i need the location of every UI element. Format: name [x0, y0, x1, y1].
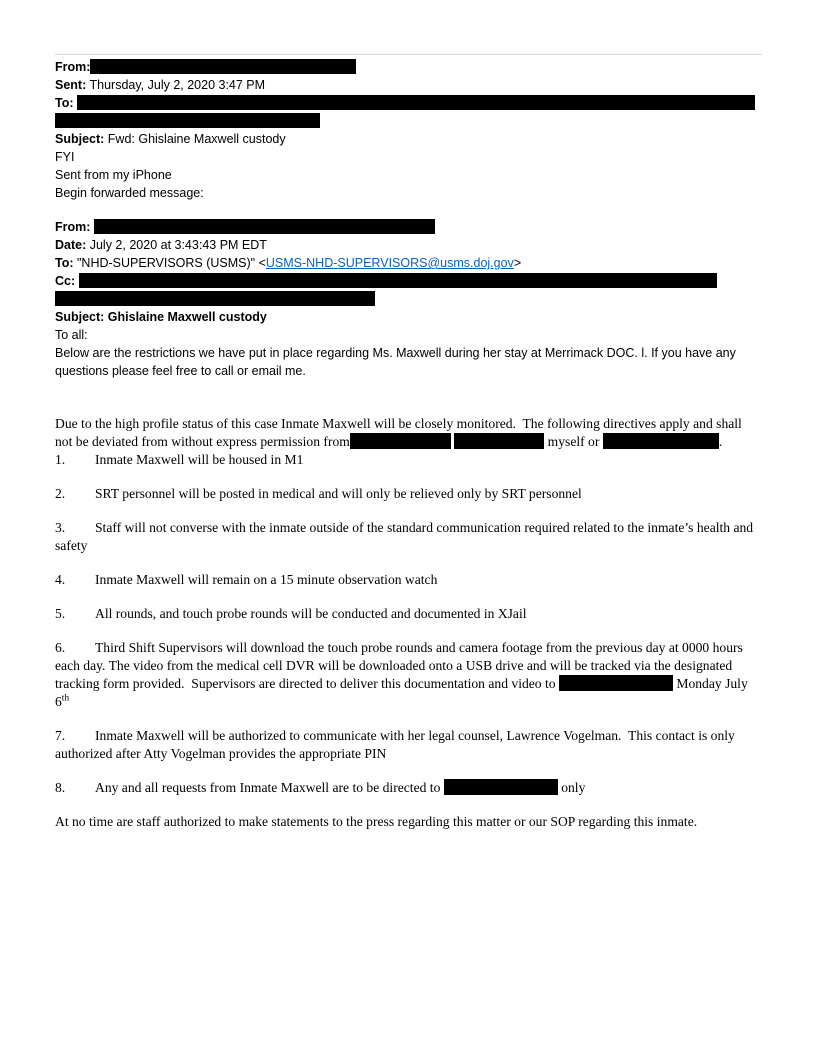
fwd-cc-line	[55, 272, 762, 290]
from-line	[55, 58, 762, 76]
redaction-bar	[79, 273, 717, 288]
field-label: To:	[55, 256, 77, 270]
closing-paragraph: At no time are staff authorized to make statements to the press regarding this matter or our SOP regarding this inmate.	[55, 814, 698, 829]
redaction-bar	[454, 433, 544, 449]
directive-number: 4.	[55, 572, 66, 587]
directives-section	[55, 415, 762, 831]
directive-item-5: 5. All rounds, and touch probe rounds will be conducted and documented in XJail	[55, 606, 527, 621]
directive-item-3: 3. Staff will not converse with the inmate outside of the standard communication required related to the inmate’s health and safety	[55, 520, 757, 553]
email-link[interactable]: USMS-NHD-SUPERVISORS@usms.doj.gov	[265, 256, 514, 270]
to-line	[55, 94, 762, 112]
directive-item-6: 6. Third Shift Supervisors will download the touch probe rounds and camera footage from the previous day at 0000 hours each day. The video from the medical cell DVR will be downloaded onto a USB drive and will be tracked via the designated tracking form provided. Supervisors are directed to deliver this documentation and video to Monday July 6th	[55, 640, 752, 709]
redaction-bar	[603, 433, 719, 449]
directives-intro-paragraph: Due to the high profile status of this case Inmate Maxwell will be closely monitored. The following directives apply and shall not be deviated from without express permission from myself or .	[55, 416, 746, 449]
ordinal-superscript: th	[61, 693, 70, 704]
intro-paragraph: Below are the restrictions we have put in place regarding Ms. Maxwell during her stay at Merrimack DOC. l. If you have any questions please feel free to call or email me.	[55, 346, 740, 378]
redaction-bar	[55, 113, 320, 128]
field-label: Date:	[55, 238, 90, 252]
redaction-bar	[77, 95, 755, 110]
directive-number: 8.	[55, 780, 66, 795]
forwarded-email-header	[55, 218, 762, 326]
begin-forwarded-text: Begin forwarded message:	[55, 186, 204, 200]
redaction-bar	[350, 433, 451, 449]
fwd-cc-line-2	[55, 290, 762, 308]
directive-item-1: 1. Inmate Maxwell will be housed in M1	[55, 452, 304, 467]
fyi-text: FYI	[55, 150, 75, 164]
directive-item-8: 8. Any and all requests from Inmate Maxwell are to be directed to only	[55, 780, 586, 795]
subject-line: Subject: Fwd: Ghislaine Maxwell custody	[55, 132, 286, 146]
directive-number: 3.	[55, 520, 66, 535]
field-label: From:	[55, 220, 94, 234]
field-label: Subject:	[55, 132, 105, 146]
fwd-subject-line	[55, 308, 762, 326]
to-line-2	[55, 112, 762, 130]
directive-number: 7.	[55, 728, 66, 743]
directive-number: 6.	[55, 640, 66, 655]
directives-list	[55, 451, 762, 797]
field-label: Sent:	[55, 78, 87, 92]
directive-item-4: 4. Inmate Maxwell will remain on a 15 minute observation watch	[55, 572, 438, 587]
directive-item-7: 7. Inmate Maxwell will be authorized to communicate with her legal counsel, Lawrence Vogelman. This contact is only authorized after Atty Vogelman provides the appropriate PIN	[55, 728, 739, 761]
field-label: Subject: Ghislaine Maxwell custody	[55, 310, 267, 324]
fwd-from-line	[55, 218, 762, 236]
field-label: Cc:	[55, 274, 79, 288]
sent-line: Sent: Thursday, July 2, 2020 3:47 PM	[55, 78, 266, 92]
email-header	[55, 55, 762, 148]
redaction-bar	[559, 675, 673, 691]
directive-item-2: 2. SRT personnel will be posted in medical and will only be relieved only by SRT personnel	[55, 486, 582, 501]
fwd-date-line: Date: July 2, 2020 at 3:43:43 PM EDT	[55, 238, 267, 252]
directive-number: 1.	[55, 452, 66, 467]
iphone-signature: Sent from my iPhone	[55, 168, 172, 182]
fwd-to-line: To: "NHD-SUPERVISORS (USMS)" <USMS-NHD-SUPERVISORS@usms.doj.gov>	[55, 256, 522, 270]
field-label: From:	[55, 60, 91, 74]
redaction-bar	[94, 219, 435, 234]
field-label: To:	[55, 96, 77, 110]
redaction-bar	[55, 291, 375, 306]
greeting-text: To all:	[55, 328, 88, 342]
directive-number: 5.	[55, 606, 66, 621]
redaction-bar	[444, 779, 558, 795]
directive-number: 2.	[55, 486, 66, 501]
top-margin	[55, 0, 762, 54]
redaction-bar	[90, 59, 356, 74]
